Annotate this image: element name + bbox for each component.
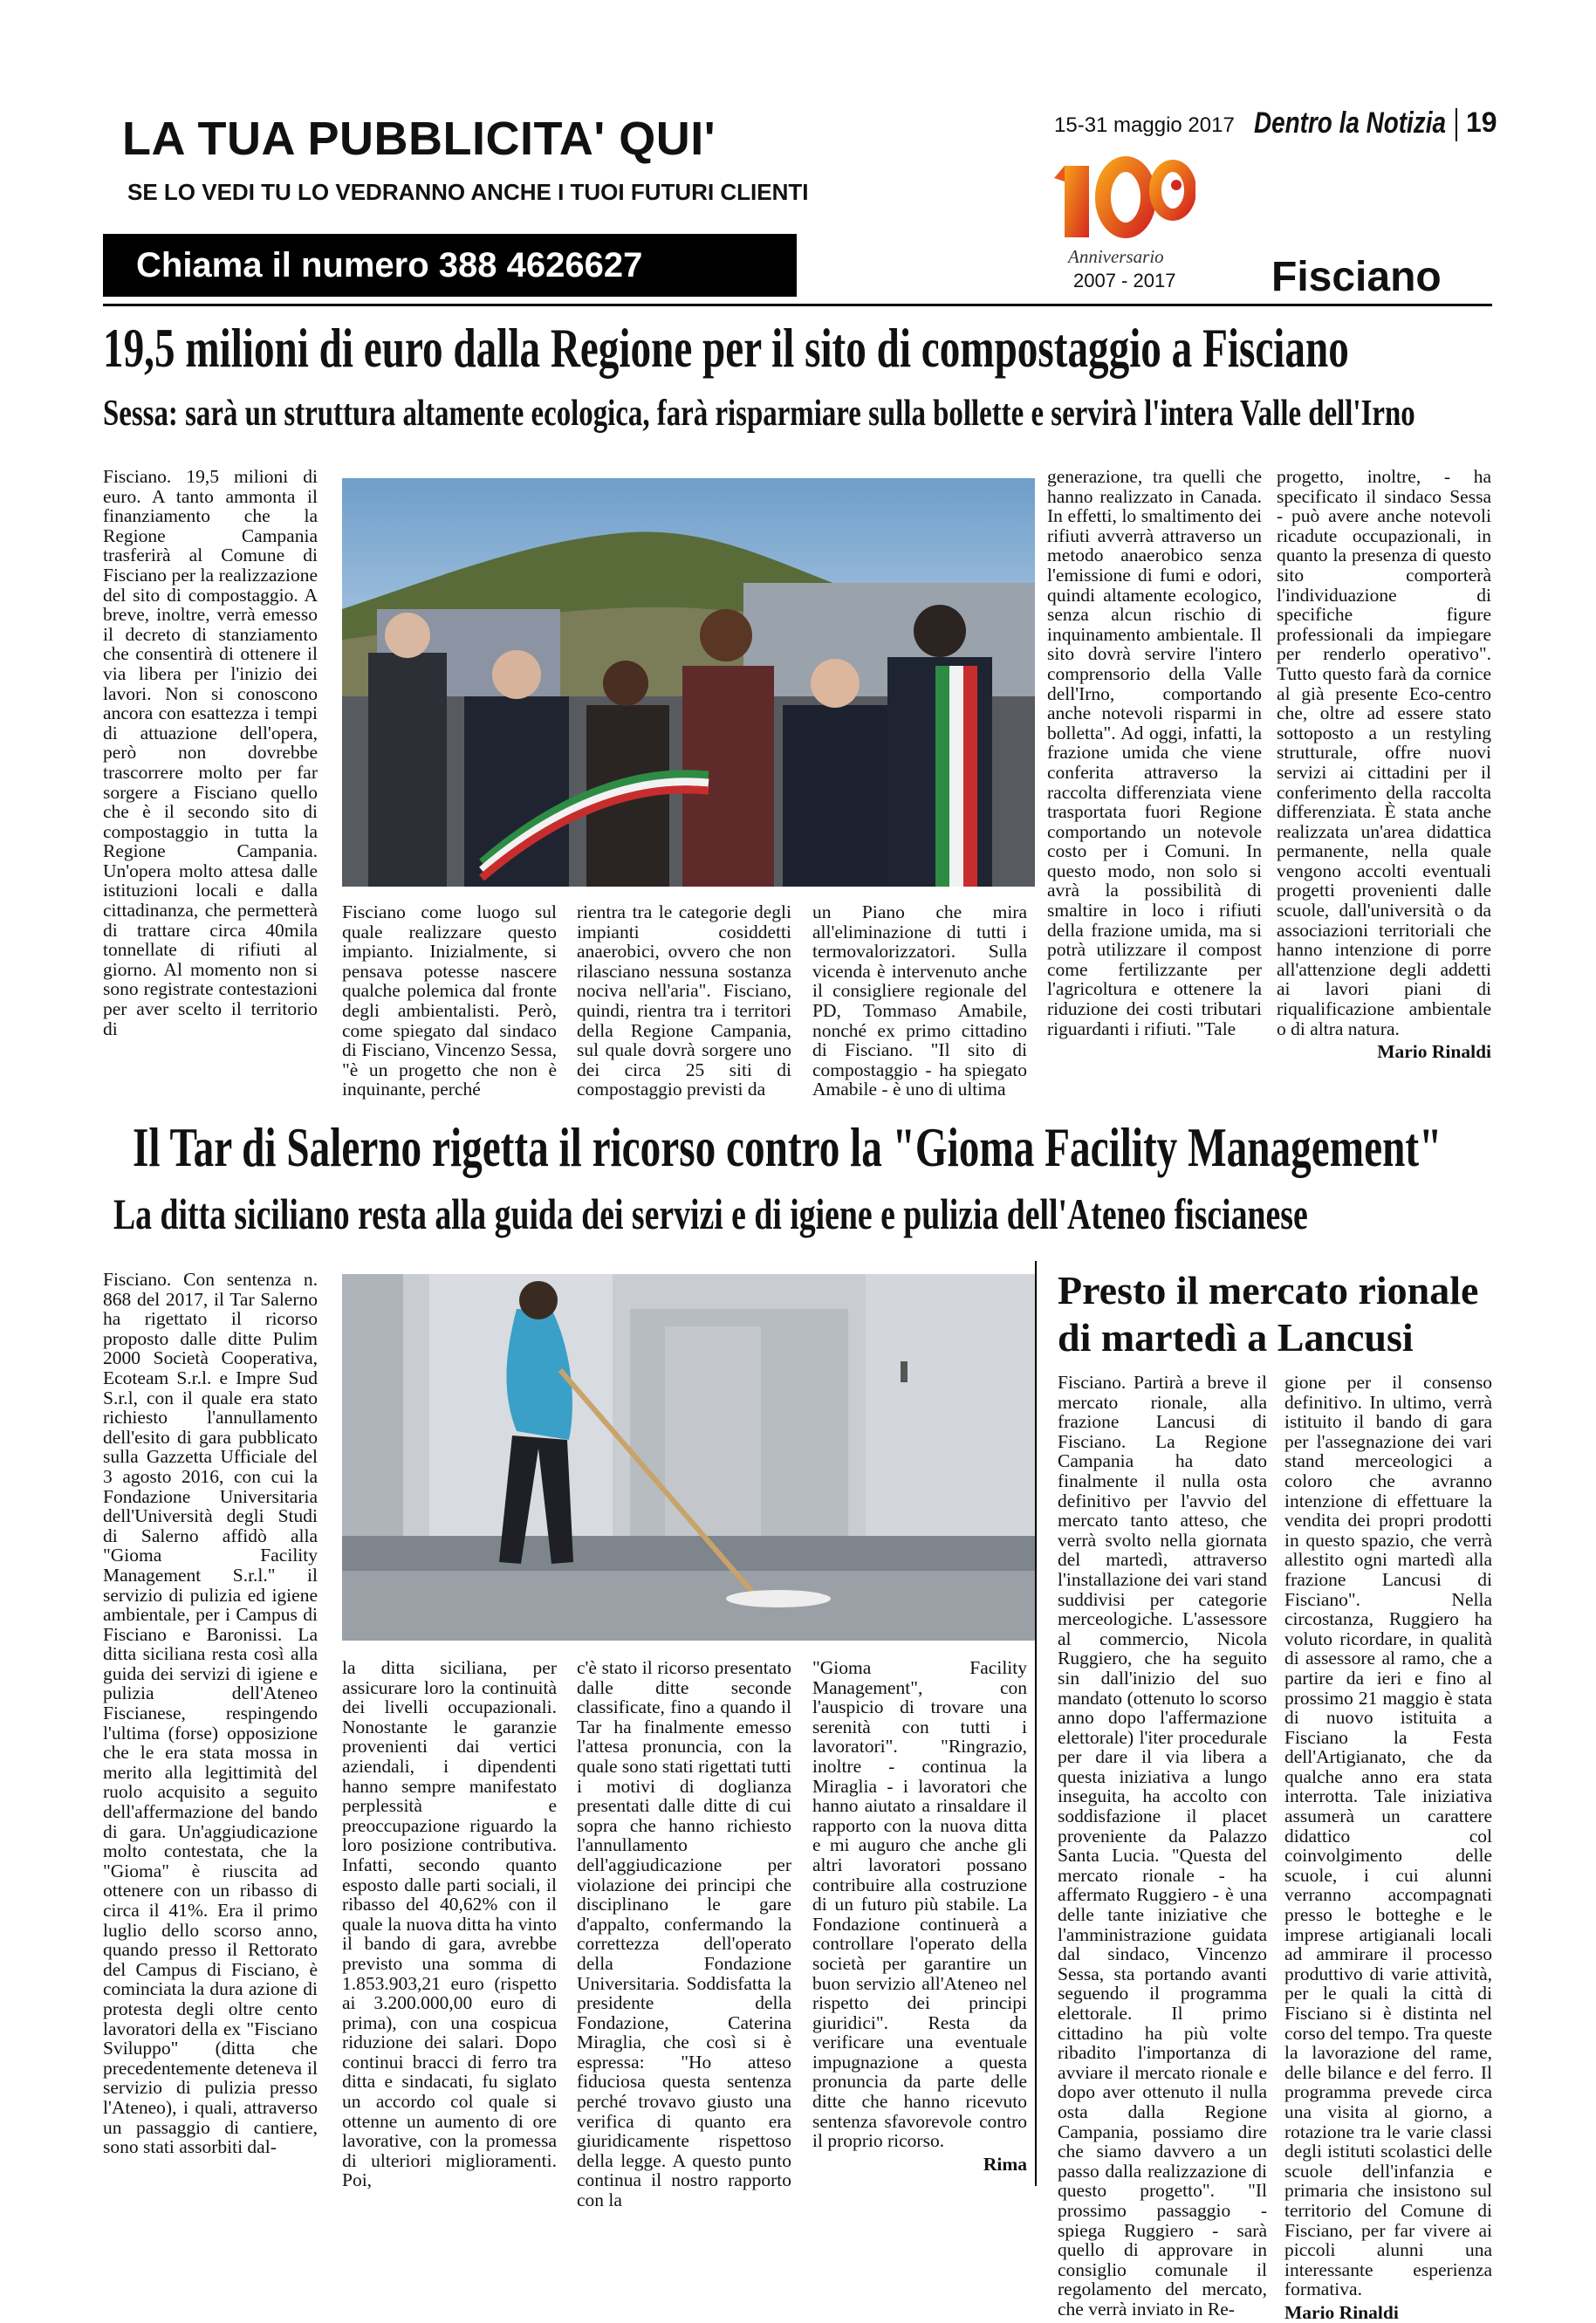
paper-name: Dentro la Notizia xyxy=(1254,106,1446,140)
article1-author: Mario Rinaldi xyxy=(1377,1041,1491,1063)
article3-headline-line2: di martedì a Lancusi xyxy=(1058,1315,1414,1360)
article2-headline: Il Tar di Salerno rigetta il ricorso contro la "Gioma Facility Management" xyxy=(133,1116,1442,1178)
article3-headline-line1: Presto il mercato rionale xyxy=(1058,1268,1479,1312)
article3-col2: gione per il consenso definitivo. In ultimo, verrà istituito il bando di gara per l'assegnazione dei vari stand merceologici a coloro che avranno intenzione di effettuare la vendita dei propri prodotti in questo spazio, che verrà allestito ogni martedì alla frazione Lancusi di Fisciano". Nella circostanza, Ruggiero ha voluto ricordare, in qualità di assessore al ramo, che a partire da ieri e fino al prossimo 21 maggio è stata di nuovo istituita a Fisciano la Festa dell'Artigianato, che da qualche anno era stata interrotta. Tale iniziativa assumerà un carattere didattico col coinvolgimento delle scuole, i cui alunni verranno accompagnati presso le botteghe e le imprese artigianali locali ad ammirare il processo produttivo di varie attività, per le quali la città di Fisciano si è distinta nel corso del tempo. Tra queste la lavorazione del rame, delle bilance e del ferro. Il programma prevede circa una visita al giorno, a rotazione tra le varie classi degli istituti scolastici delle scuole dell'infanzia e primaria che insistono sul territorio del Comune di Fisciano, per far vivere ai piccoli alunni una interessante esperienza formativa. Mario Rinaldi xyxy=(1284,1372,1492,2323)
anniversary-word: Anniversario xyxy=(1068,246,1164,267)
issue-date: 15-31 maggio 2017 xyxy=(1054,113,1235,137)
article2-col3: c'è stato il ricorso presentato dalle ditte seconde classificate, fino a quando il Tar ha finalmente emesso l'attesa pronuncia, con la quale sono stati rigettati tutti i motivi di doglianza presentati dalle ditte di cui sopra che hanno richiesto l'annullamento dell'aggiudicazione per violazione dei principi che disciplinano le gare d'appalto, confermando la correttezza dell'operato della Fondazione Universitaria. Soddisfatta la presidente della Fondazione, Caterina Miraglia, che così si è espressa: "Ho atteso fiduciosa questa sentenza perché trovavo giusto una verifica di quanto era giuridicamente rispettoso della legge. A questo punto continua il nostro rapporto con la xyxy=(577,1657,792,2211)
cleaning-worker-photo xyxy=(342,1274,1035,1641)
article1-col1: Fisciano. 19,5 milioni di euro. A tanto ammonta il finanziamento che la Regione Campania trasferirà al Comune di Fisciano per la realizzazione del sito di compostaggio. A breve, inoltre, verrà emesso il decreto di stanziamento che consentirà di ottenere il via libera per l'inizio dei lavori. Non si conoscono ancora con esattezza i tempi di attuazione dell'opera, però non dovrebbe trascorrere molto per far sorgere a Fisciano quello che è il secondo sito di compostaggio in tutta la Regione Campania. Un'opera molto attesa dalle istituzioni locali e dalla cittadinanza, che permetterà di trattare circa 40mila tonnellate di rifiuti al giorno. Al momento non si sono registrate contestazioni per aver scelto il territorio di xyxy=(103,466,318,1039)
header-divider xyxy=(1456,108,1457,141)
article2-col2: la ditta siciliana, per assicurare loro la continuità dei livelli occupazionali. Nonostante le garanzie provenienti dai vertici aziendali, i dipendenti hanno sempre manifestato perplessità e preoccupazione riguardo la loro posizione contributiva. Infatti, secondo quanto esposto dalle parti sociali, il ribasso del 40,62% con il quale la nuova ditta ha vinto il bando di gara, avrebbe previsto una somma di 1.853.903,21 euro (rispetto ai 3.200.000,00 euro di prima), con una cospicua riduzione dei salari. Dopo continui bracci di ferro tra ditta e sindacati, fu siglato un accordo col quale si ottenne un aumento di ore lavorative, con la promessa di ulteriori miglioramenti. Poi, xyxy=(342,1657,557,2191)
ribbon-cutting-photo xyxy=(342,478,1035,887)
article1-col2: Fisciano come luogo sul quale realizzare questo impianto. Inizialmente, si pensava potesse nascere qualche polemica dal fronte degli ambientalisti. Però, come spiegato dal sindaco di Fisciano, Vincenzo Sessa, "è un progetto che non è inquinante, perché xyxy=(342,901,557,1100)
article1-subheadline: Sessa: sarà un struttura altamente ecologica, farà risparmiare sulla bollette e servirà l'intera Valle dell'Irno xyxy=(103,394,1415,434)
article1-col6: progetto, inoltre, - ha specificato il sindaco Sessa - può avere anche notevoli ricadute occupazionali, in quanto la presenza di questo sito comporterà l'individuazione di specifiche figure professionali da impiegare per renderlo operativo". Tutto questo farà da cornice al già presente Eco-centro che, oltre ad essere stato sottoposto a un restyling strutturale, offre nuovi servizi ai cittadini per il conferimento della raccolta differenziata. È stata anche realizzata un'area didattica permanente, nella quale vengono accolti eventuali progetti provenienti dalle scuole, dall'università o da associazioni territoriali che hanno intenzione di porre all'attenzione degli addetti ai lavori piani di riqualificazione ambientale o di altra natura. Mario Rinaldi xyxy=(1277,466,1491,1063)
page-number: 19 xyxy=(1466,106,1497,138)
ad-title: LA TUA PUBBLICITA' QUI' xyxy=(122,113,716,165)
article1-col3: rientra tra le categorie degli impianti cosiddetti anaerobici, ovvero che non rilasciano nessuna sostanza nociva nell'aria". Fisciano, quindi, rientra tra i territori della Regione Campania, sul quale dovrà sorgere uno dei circa 25 siti di compostaggio previsti da xyxy=(577,901,791,1100)
column-divider xyxy=(1035,1261,1037,2186)
anniversary-years: 2007 - 2017 xyxy=(1073,270,1176,291)
article1-headline: 19,5 milioni di euro dalla Regione per il sito di compostaggio a Fisciano xyxy=(103,317,1349,379)
header-rule xyxy=(103,304,1492,306)
article2-col4: "Gioma Facility Management", con l'auspicio di trovare una serenità con tutti i lavoratori". "Ringrazio, inoltre - continua la Miraglia - i lavoratori che hanno aiutato a rinsaldare il rapporto con la nuova ditta e mi auguro che anche gli altri lavoratori possano contribuire alla costruzione di un futuro più stabile. La Fondazione continuerà a controllare l'operato della società per garantire un buon servizio all'Ateneo nel rispetto dei principi giuridici". Resta da verificare una eventuale impugnazione a questa pronuncia da parte delle ditte che hanno ricevuto sentenza sfavorevole contro il proprio ricorso. Rima xyxy=(812,1657,1027,2175)
article3-author: Mario Rinaldi xyxy=(1284,2301,1399,2323)
article2-col1: Fisciano. Con sentenza n. 868 del 2017, il Tar Salerno ha rigettato il ricorso proposto dalle ditte Pulim 2000 Società Cooperativa, Ecoteam S.r.l. e Impre Sud S.r.l, con il quale era stato richiesto l'annullamento dell'esito di gara pubblicato sulla Gazzetta Ufficiale del 3 agosto 2016, con cui la Fondazione Universitaria dell'Università degli Studi di Salerno affidò alla "Gioma Facility Management S.r.l." il servizio di pulizia ed igiene ambientale, per i Campus di Fisciano e Baronissi. La ditta siciliana resta così alla guida dei servizi di igiene e pulizia dell'Ateneo Fiscianese, respingendo l'ultima (forse) opposizione che le era stata mossa in merito alla legittimità del ruolo acquisito a seguito dell'affermazione del bando di gara. Un'aggiudicazione molto contestata, che la "Gioma" è riuscita ad ottenere con un ribasso di circa il 41%. Era il primo luglio dello scorso anno, quando presso il Rettorato del Campus di Fisciano, è cominciata la dura azione di protesta degli oltre cento lavoratori della ex "Fisciano Sviluppo" (ditta che precedentemente deteneva il servizio di pulizia presso l'Ateneo), i quali, attraverso un passaggio di cantiere, sono stati assorbiti dal- xyxy=(103,1269,318,2158)
section-title: Fisciano xyxy=(1271,254,1442,300)
article2-subheadline: La ditta siciliano resta alla guida dei servizi e di igiene e pulizia dell'Ateneo fiscianese xyxy=(113,1189,1308,1238)
article3-col1: Fisciano. Partirà a breve il mercato rionale, alla frazione Lancusi di Fisciano. La Regione Campania ha dato finalmente il nulla osta definitivo per l'avvio del mercato tanto atteso, che verrà svolto nella giornata del martedì, attraverso l'installazione dei vari stand suddivisi per categorie merceologiche. L'assessore al commercio, Nicola Ruggiero, che ha seguito sin dall'inizio del suo mandato (ottenuto lo scorso anno dopo l'affermazione elettorale) l'iter procedurale per dare il via libera a questa iniziativa a lungo inseguita, ha accolto con soddisfazione il placet proveniente da Palazzo Santa Lucia. "Questa del mercato rionale - ha affermato Ruggiero - è una delle tante iniziative che l'amministrazione guidata dal sindaco, Vincenzo Sessa, sta portando avanti seguendo il programma elettorale. Il primo cittadino ha più volte ribadito l'importanza di avviare il mercato rionale e dopo aver ottenuto il nulla osta dalla Regione Campania, possiamo dire che siamo davvero a un passo dalla realizzazione di questo progetto". "Il prossimo passaggio - spiega Ruggiero - sarà quello di approvare in consiglio comunale il regolamento del mercato, che verrà inviato in Re- xyxy=(1058,1372,1267,2320)
article1-col4: un Piano che mira all'eliminazione di tutti i termovalorizzatori. Sulla vicenda è intervenuto anche il consigliere regionale del PD, Tommaso Amabile, nonché ex primo cittadino di Fisciano. "Il sito di compostaggio - ha spiegato Amabile - è uno di ultima xyxy=(812,901,1027,1100)
article2-author: Rima xyxy=(983,2153,1027,2175)
ad-subtitle: SE LO VEDI TU LO VEDRANNO ANCHE I TUOI FUTURI CLIENTI xyxy=(127,179,809,205)
ad-phone-bar: Chiama il numero 388 4626627 xyxy=(103,234,797,297)
article1-col5: generazione, tra quelli che hanno realizzato in Canada. In effetti, lo smaltimento dei rifiuti avverrà attraverso un metodo anaerobico senza l'emissione di fumi e odori, quindi altamente ecologico, senza alcun rischio di inquinamento ambientale. Il sito dovrà servire l'intero comprensorio della Valle dell'Irno, comportando anche notevoli risparmi in bolletta". Ad oggi, infatti, la frazione umida che viene conferita attraverso la raccolta differenziata viene trasportata fuori Regione comportando un notevole costo per i Comuni. In questo modo, non solo si avrà la possibilità di smaltire in loco i rifiuti della frazione umida, ma si potrà utilizzare il compost come fertilizzante per l'agricoltura e ottenere la riduzione dei costi tributari riguardanti i rifiuti. "Tale xyxy=(1047,466,1262,1039)
